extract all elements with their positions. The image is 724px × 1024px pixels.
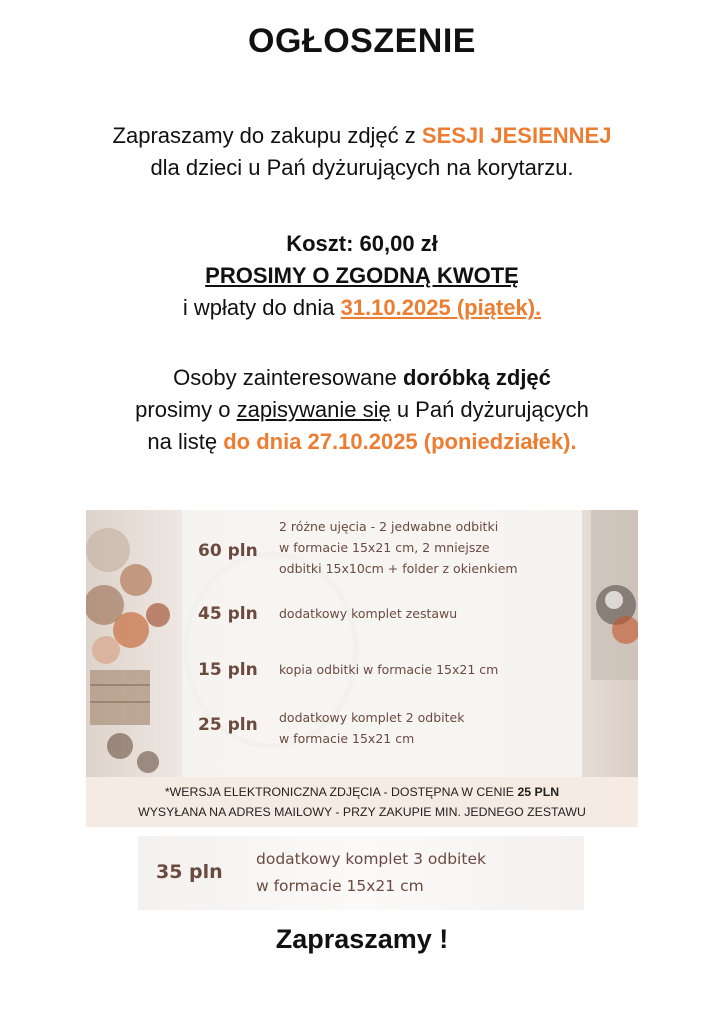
- description-line: w formacie 15x21 cm: [256, 877, 424, 895]
- session-name: SESJI JESIENNEJ: [421, 123, 612, 148]
- intro-paragraph: [0, 120, 724, 184]
- signup-deadline: do dnia 27.10.2025 (poniedziałek).: [223, 429, 577, 454]
- extra-photos-label: doróbką zdjęć: [402, 365, 551, 390]
- description-line: odbitki 15x10cm + folder z okienkiem: [279, 561, 518, 576]
- price-description: [279, 516, 579, 579]
- cost-paragraph: [0, 228, 724, 324]
- description-line: dodatkowy komplet 2 odbitek: [279, 710, 465, 725]
- note-text: *WERSJA ELEKTRONICZNA ZDJĘCIA - DOSTĘPNA W CENIE: [164, 785, 518, 799]
- description-line: w formacie 15x21 cm, 2 mniejsze: [279, 540, 490, 555]
- signup-text: Osoby zainteresowane: [173, 365, 403, 390]
- signup-text: na listę: [147, 429, 224, 454]
- payment-deadline: 31.10.2025 (piątek).: [340, 295, 542, 320]
- signup-line-2: [0, 394, 724, 426]
- description-line: dodatkowy komplet zestawu: [279, 606, 458, 621]
- note-line-1: [86, 782, 638, 802]
- price-15: 15 pln: [198, 660, 258, 680]
- price-description: [279, 707, 579, 749]
- description-line: dodatkowy komplet 3 odbitek: [256, 850, 486, 868]
- signup-underlined: zapisywanie się: [236, 397, 391, 422]
- closing-text: Zapraszamy !: [275, 924, 449, 954]
- extra-offer-description: [256, 846, 576, 900]
- price-45: 45 pln: [198, 604, 258, 624]
- price-25: 25 pln: [198, 715, 258, 735]
- price-60: 60 pln: [198, 541, 258, 561]
- page-title: OGŁOSZENIE: [248, 22, 476, 60]
- electronic-version-note: [86, 777, 638, 827]
- signup-line-1: [0, 362, 724, 394]
- price-description: [279, 603, 579, 624]
- intro-text: Zapraszamy do zakupu zdjęć z: [112, 123, 422, 148]
- price-description: [279, 659, 579, 680]
- intro-line-1: [0, 120, 724, 152]
- exact-amount-notice: PROSIMY O ZGODNĄ KWOTĘ: [205, 263, 519, 288]
- price-35: 35 pln: [156, 861, 223, 883]
- electronic-price: 25 PLN: [517, 785, 560, 799]
- signup-line-3: [0, 426, 724, 458]
- price-list-panel: [86, 510, 638, 778]
- deadline-prefix: i wpłaty do dnia: [182, 295, 341, 320]
- payment-deadline-line: [0, 292, 724, 324]
- description-line: kopia odbitki w formacie 15x21 cm: [279, 662, 499, 677]
- extra-offer-box: [138, 836, 584, 910]
- signup-paragraph: [0, 362, 724, 458]
- cost-label: Koszt: 60,00 zł: [286, 231, 438, 256]
- intro-line-2: dla dzieci u Pań dyżurujących na korytarzu.: [150, 155, 574, 180]
- description-line: 2 różne ujęcia - 2 jedwabne odbitki: [279, 519, 499, 534]
- note-line-2: WYSYŁANA NA ADRES MAILOWY - PRZY ZAKUPIE MIN. JEDNEGO ZESTAWU: [138, 805, 586, 819]
- signup-text: u Pań dyżurujących: [390, 397, 589, 422]
- description-line: w formacie 15x21 cm: [279, 731, 415, 746]
- signup-text: prosimy o: [135, 397, 237, 422]
